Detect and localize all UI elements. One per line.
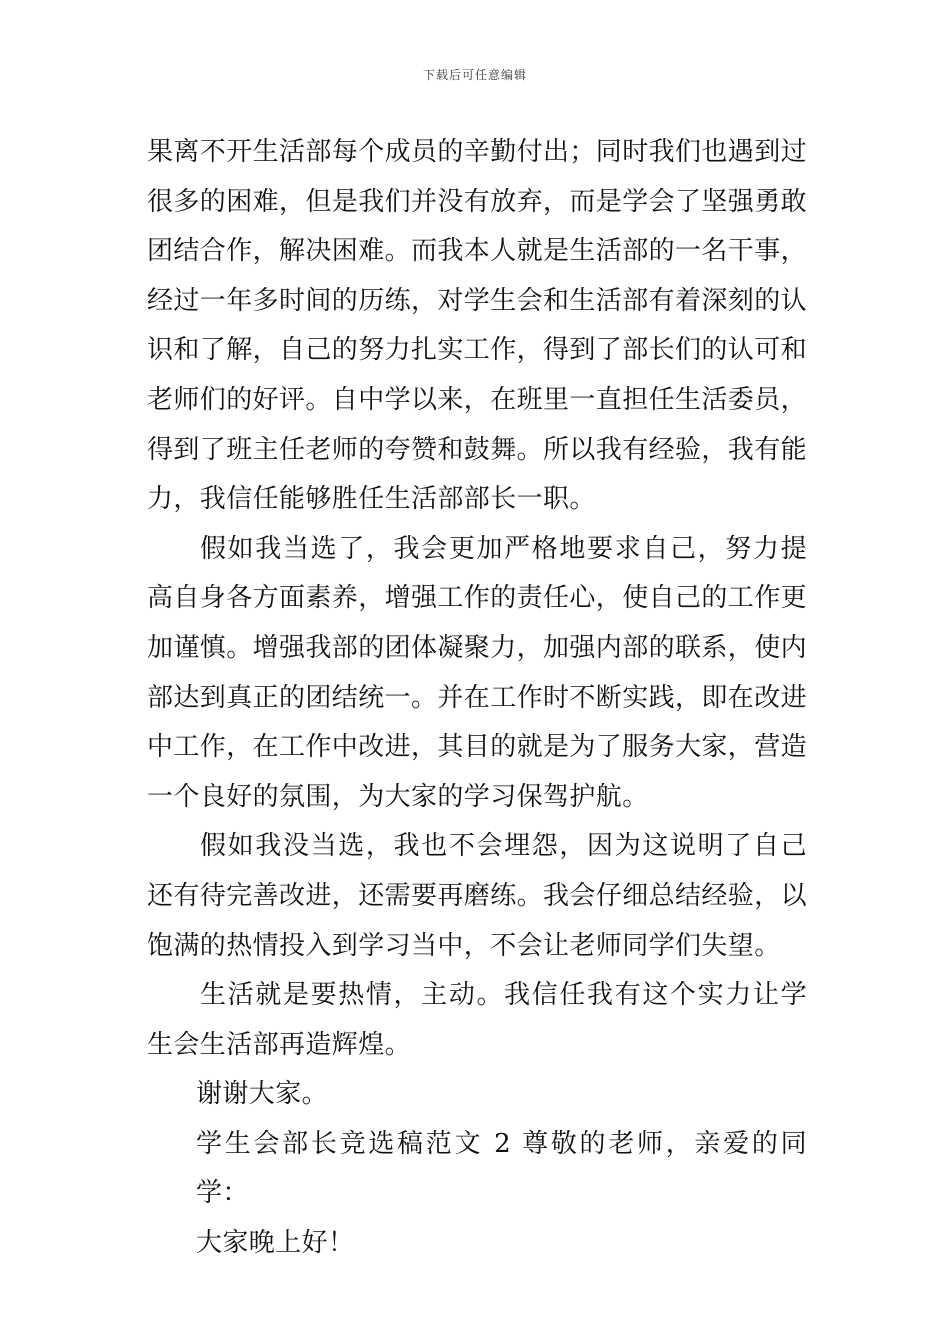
paragraph-if-not-elected: 假如我没当选，我也不会埋怨，因为这说明了自己还有待完善改进，还需要再磨练。我会仔细总结经验，以饱满的热情投入到学习当中，不会让老师同学们失望。 [147, 831, 808, 961]
paragraph-sample-2-title: 学生会部长竞选稿范文 2 尊敬的老师，亲爱的同学： [196, 1128, 807, 1209]
paragraph-closing-statement: 生活就是要热情，主动。我信任我有这个实力让学生会生活部再造辉煌。 [147, 980, 807, 1060]
paragraph-thanks: 谢谢大家。 [196, 1079, 329, 1110]
paragraph-if-elected: 假如我当选了，我会更加严格地要求自己，努力提高自身各方面素养，增强工作的责任心，使自己的工作更加谨慎。增强我部的团体凝聚力，加强内部的联系，使内部达到真正的团结统一。并在工作时不断实践，即在改进中工作，在工作中改进，其目的就是为了服务大家，营造一个良好的氛围，为大家的学习保驾护航。 [147, 533, 808, 812]
paragraph-continuation: 果离不开生活部每个成员的辛勤付出；同时我们也遇到过很多的困难，但是我们并没有放弃，而是学会了坚强勇敢团结合作，解决困难。而我本人就是生活部的一名干事，经过一年多时间的历练，对学生会和生活部有着深刻的认识和了解，自己的努力扎实工作，得到了部长们的认可和老师们的好评。自中学以来，在班里一直担任生活委员，得到了班主任老师的夸赞和鼓舞。所以我有经验，我有能力，我信任能够胜任生活部部长一职。 [147, 137, 808, 515]
document-body [147, 128, 807, 1269]
page-header: 下载后可任意编辑 [422, 68, 527, 82]
paragraph-greeting: 大家晚上好！ [196, 1228, 355, 1259]
